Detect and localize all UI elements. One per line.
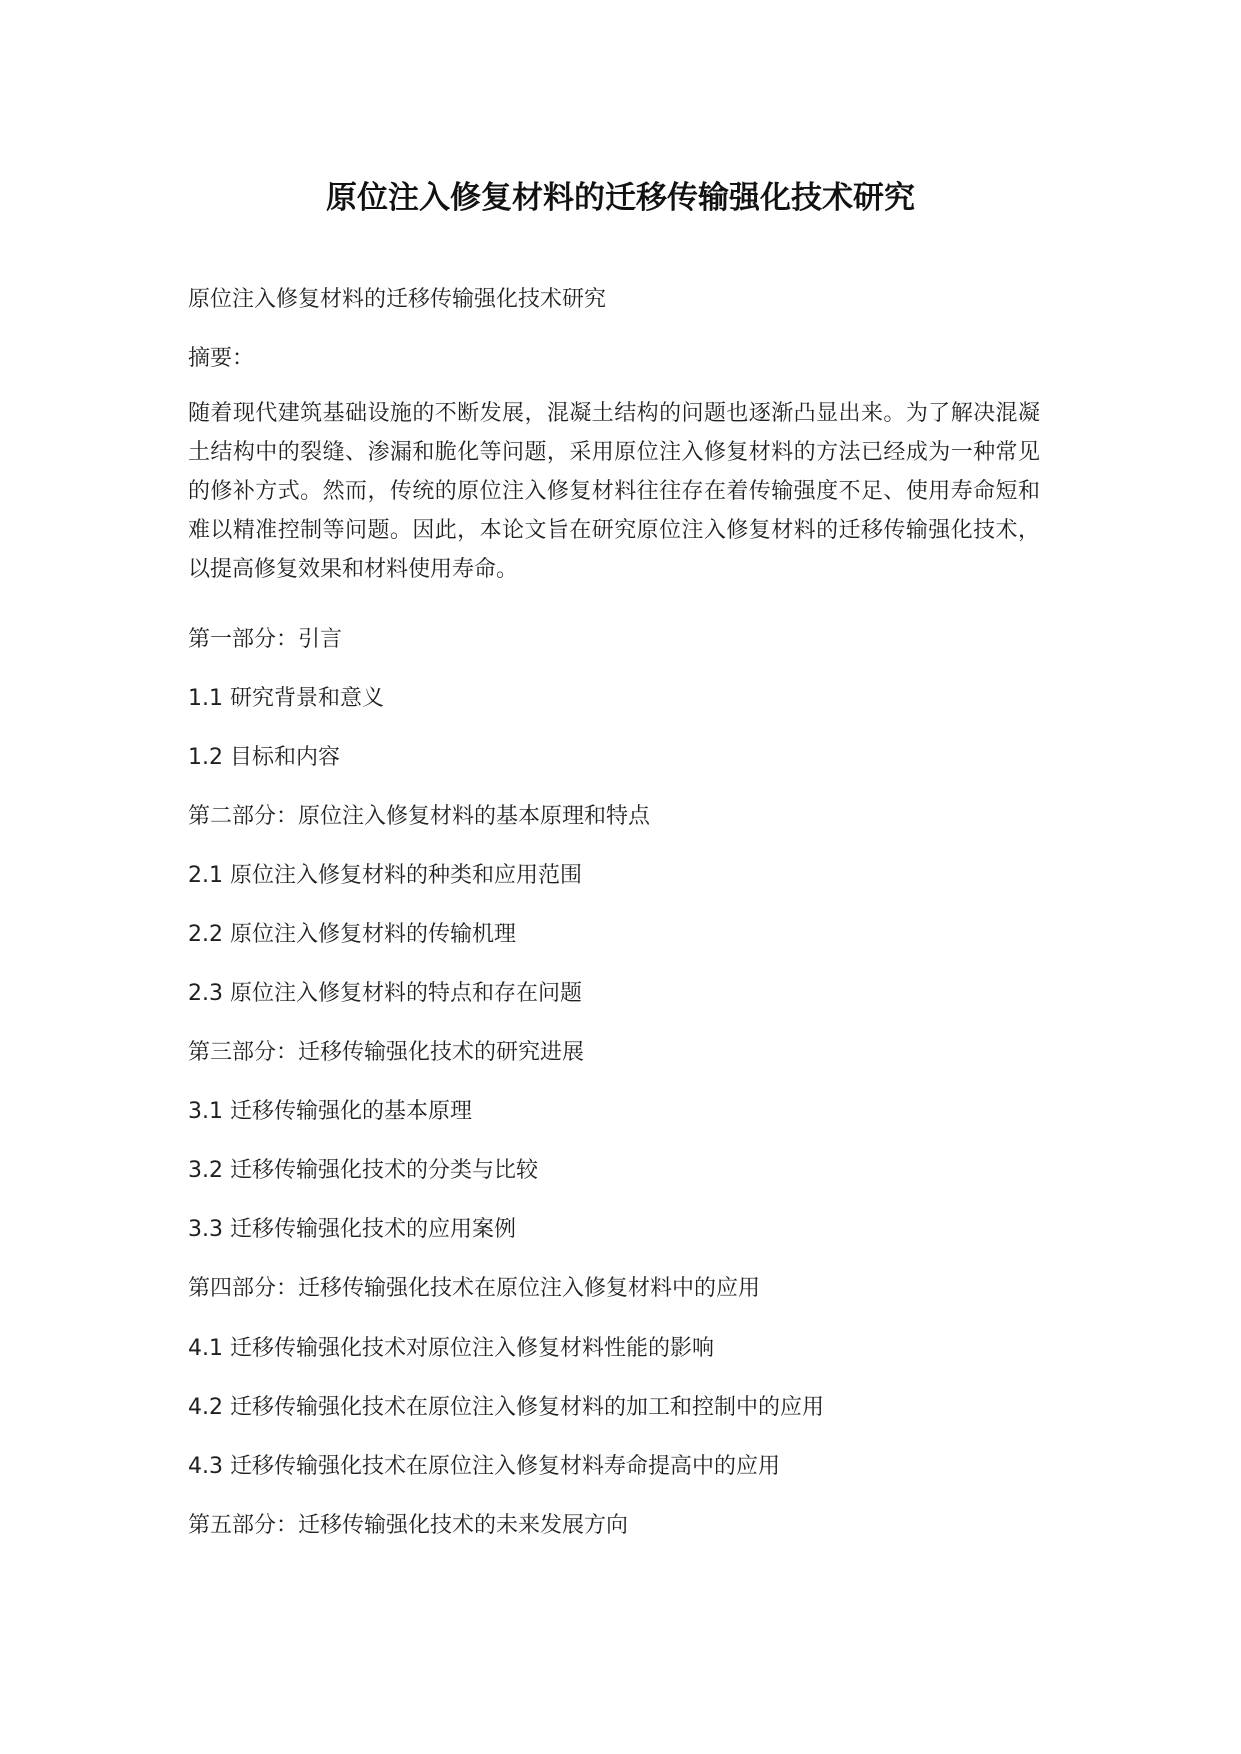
abstract-label: 摘要： [188,346,255,371]
outline-item: 第二部分：原位注入修复材料的基本原理和特点 [188,804,651,829]
outline-item: 第一部分：引言 [188,627,343,652]
outline-item: 1.2 目标和内容 [188,745,340,770]
outline-item: 4.1 迁移传输强化技术对原位注入修复材料性能的影响 [188,1336,714,1361]
outline-item: 4.3 迁移传输强化技术在原位注入修复材料寿命提高中的应用 [188,1454,780,1479]
outline-item: 1.1 研究背景和意义 [188,686,384,711]
outline-item: 3.3 迁移传输强化技术的应用案例 [188,1217,516,1242]
outline-item: 4.2 迁移传输强化技术在原位注入修复材料的加工和控制中的应用 [188,1395,824,1420]
outline-item: 第四部分：迁移传输强化技术在原位注入修复材料中的应用 [188,1276,761,1301]
outline-item: 3.2 迁移传输强化技术的分类与比较 [188,1158,538,1183]
outline-item: 2.2 原位注入修复材料的传输机理 [188,922,516,947]
abstract-paragraph: 随着现代建筑基础设施的不断发展，混凝土结构的问题也逐渐凸显出来。为了解决混凝土结构中的裂缝、渗漏和脆化等问题，采用原位注入修复材料的方法已经成为一种常见的修补方式。然而，传统的原位注入修复材料往往存在着传输强度不足、使用寿命短和难以精准控制等问题。因此，本论文旨在研究原位注入修复材料的迁移传输强化技术，以提高修复效果和材料使用寿命。 [188,401,1040,582]
outline-item: 2.1 原位注入修复材料的种类和应用范围 [188,863,582,888]
outline-item: 第五部分：迁移传输强化技术的未来发展方向 [188,1513,629,1538]
document-title: 原位注入修复材料的迁移传输强化技术研究 [326,180,915,216]
outline-item: 2.3 原位注入修复材料的特点和存在问题 [188,981,582,1006]
outline-item: 第三部分：迁移传输强化技术的研究进展 [188,1040,585,1065]
outline-item: 3.1 迁移传输强化的基本原理 [188,1099,472,1124]
document-subtitle: 原位注入修复材料的迁移传输强化技术研究 [188,287,607,312]
